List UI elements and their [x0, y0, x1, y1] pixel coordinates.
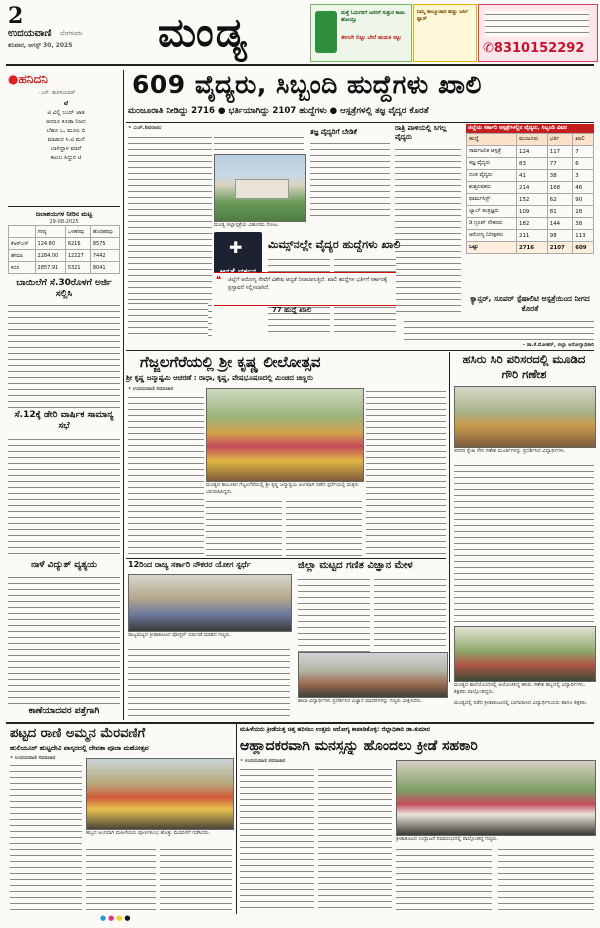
ad-text-2: ಈಗಲೇ ಬಿಟ್ಟು ಬೇರೆ ಹುಡುಕಿ ಕಟ್ಟು — [341, 35, 402, 41]
table-cell: 124 — [517, 146, 548, 158]
table-cell: ಲ್ಯಾಬ್ ತಂತ್ರಜ್ಞರು — [467, 206, 517, 218]
table-row — [9, 250, 120, 262]
science-photo — [298, 652, 448, 698]
table-cell: ಕೆಆರ್‌ಎಸ್ — [9, 238, 36, 250]
edition-label: ಬೆಂಗಳೂರು — [60, 30, 83, 37]
dot-icon: ● — [108, 914, 117, 922]
dot-icon: ● — [100, 914, 109, 922]
table-cell: 144 — [547, 218, 572, 230]
ad-banner-right — [478, 4, 598, 62]
divider — [8, 206, 120, 207]
bottom-left-body-3 — [160, 846, 232, 912]
quote-icon: ❝ — [216, 275, 222, 286]
table-row — [9, 262, 120, 274]
gowri-photo — [454, 386, 596, 448]
table-cell: 98 — [547, 230, 572, 242]
table-header-cell: ಮಂಜೂರು — [517, 134, 548, 146]
sports-headline: ಆಹ್ಲಾದಕರವಾಗಿ ಮನಸ್ಸನ್ನು ಹೊಂದಲು ಕ್ರೀಡೆ ಸಹಕಾರಿ — [240, 738, 478, 754]
bottom-left-body-2 — [86, 846, 156, 912]
table-cell: ತಜ್ಞ ವೈದ್ಯರು — [467, 158, 517, 170]
yoga-caption: ರಾಜ್ಯಮಟ್ಟದ ಕ್ರೀಡಾಕೂಟದ ಪೋಸ್ಟರ್ ಬಿಡುಗಡೆ ಮಾಡಿದ ಗಣ್ಯರು. — [128, 632, 232, 638]
table-cell: 609 — [573, 242, 594, 254]
sports-byline: • ಉದಯವಾಣಿ ಸಮಾಚಾರ — [240, 758, 286, 764]
main-rule — [126, 122, 594, 123]
table-cell: 2716 — [517, 242, 548, 254]
bottom-rule — [6, 722, 594, 724]
table-cell: 152 — [517, 194, 548, 206]
reservoir-table — [8, 225, 120, 274]
table-cell: 2107 — [547, 242, 572, 254]
paper-name: ಉದಯವಾಣಿ — [8, 28, 52, 39]
table-row — [467, 158, 594, 170]
table-cell: 90 — [573, 194, 594, 206]
ad-banner-left — [310, 4, 412, 62]
staff-table — [466, 133, 594, 254]
ad-banner-mid — [413, 4, 477, 62]
sidebar-head-1: ತಜ್ಞ ವೈದ್ಯರಿಗೆ ಬೇಡಿಕೆ — [310, 128, 357, 136]
table-cell: ಒಟ್ಟು — [467, 242, 517, 254]
festival-caption: ಮಂಡ್ಯದಲ್ಲಿ ನಡೆದ ಕ್ರೀಡಾಕೂಟದಲ್ಲಿ ಭಾಗವಹಿಸಿದ ವಿದ್ಯಾರ್ಥಿನಿಯರು ಹಾಗೂ ಶಿಕ್ಷಕರು. — [454, 700, 588, 706]
ad-phone-value: 8310152292 — [493, 41, 585, 56]
table-cell: 2857.91 — [35, 262, 65, 274]
page-number: 2 — [8, 3, 24, 29]
table-cell: 117 — [547, 146, 572, 158]
procession-photo — [86, 758, 234, 830]
staff-table-box — [466, 124, 594, 290]
sports-kicker: ಮಹಿಳೆಯರು ಕ್ರೀಡೆಯತ್ತ ಚಿತ್ತ ಹರಿಸಲು ಉತ್ತಮ ಆರೋಗ್ಯ ಕಾಪಾಡಿಕೊಳ್ಳಿ: ಜಿಲ್ಲಾಧಿಕಾರಿ ಡಾ.ಕುಮಾರ — [240, 726, 430, 733]
table-cell: 8575 — [90, 238, 119, 250]
table-cell: 7442 — [90, 250, 119, 262]
table-cell: 81 — [547, 206, 572, 218]
brief-body-2 — [8, 436, 120, 556]
brief-headline-2: ಸೆ.12ಕ್ಕೆ ಡೇರಿ ವಾರ್ಷಿಕ ಸಾಮಾನ್ಯ ಸಭೆ — [14, 410, 114, 431]
table-cell: ದಂತ ವೈದ್ಯರು — [467, 170, 517, 182]
sports-body-1 — [240, 766, 314, 912]
brief-headline-4: ಕಾಣೆಯಾದವರ ಪತ್ತೆಗಾಗಿ — [28, 706, 100, 716]
gowri-photo-2 — [454, 626, 596, 682]
brief-headline-1: ಬಾಯಿಲೆಗೆ ಸೆ.30ರೊಳಗೆ ಅರ್ಜಿ ಸಲ್ಲಿಸಿ — [16, 278, 112, 299]
yoga-headline: 12ರಿಂದ ರಾಜ್ಯ ಸರ್ಕಾರಿ ನೌಕರರ ಯೋಗ ಸ್ಪರ್ಧೆ — [128, 560, 251, 569]
honey-logo — [8, 72, 48, 87]
table-row — [9, 238, 120, 250]
brief-body-3 — [8, 574, 120, 704]
table-cell: 214 — [517, 182, 548, 194]
table-row — [467, 230, 594, 242]
gowri-caption-2: ಮಂಡ್ಯದ ಶಾಲೆಯೊಂದರಲ್ಲಿ ಆಯೋಜಿಸಿದ್ದ ಹಸಿರು ಗಣೇಶ ಹಬ್ಬದಲ್ಲಿ ವಿದ್ಯಾರ್ಥಿಗಳು, ಶಿಕ್ಷಕರು ಪಾಲ್ಗೊಂಡಿದ್ದರು. — [454, 682, 585, 695]
table-row — [467, 146, 594, 158]
table-cell: ಹೇಮಾ — [9, 250, 36, 262]
janmashtami-headline: ಗೆಜ್ಜಲಗೆರೆಯಲ್ಲಿ ಶ್ರೀ ಕೃಷ್ಣ ಲೀಲೋತ್ಸವ — [140, 353, 321, 371]
table-cell: 12227 — [65, 250, 90, 262]
dot-icon: ● — [124, 914, 133, 922]
main-byline: • ಎಚ್.ಶಿವರಾಜು — [128, 125, 162, 131]
section-headline: ಮಿಮ್ಸ್‌ನಲ್ಲೇ ವೈದ್ಯರ ಹುದ್ದೆಗಳು ಖಾಲಿ — [268, 238, 401, 251]
table-cell: 182 — [517, 218, 548, 230]
quote-text: ಜಿಲ್ಲೆಗೆ ಆರೋಗ್ಯ ಸೇವೆಗೆ ವಿಶೇಷ ಆದ್ಯತೆ ನೀಡಲಾಗುತ್ತಿದೆ. ಖಾಲಿ ಹುದ್ದೆಗಳ ಭರ್ತಿಗೆ ಸರ್ಕಾರಕ್ಕೆ ಪ್ರಸ್ತಾವನೆ ಸಲ್ಲಿಸಲಾಗಿದೆ. — [228, 277, 388, 291]
column-divider — [123, 70, 124, 720]
table-header-cell: ಒಳಹರಿವು — [65, 226, 90, 238]
table-cell: ಶುಶ್ರೂಷಕರು — [467, 182, 517, 194]
brief-body-1 — [8, 302, 120, 412]
table-cell: 124.80 — [35, 238, 65, 250]
drop-icon: ● — [8, 72, 19, 86]
table-cell: 28 — [573, 206, 594, 218]
main-subhead: ಮಂಜೂರಾತಿ ನೀಡಿದ್ದು 2716 ● ಭರ್ತಿಯಾಗಿದ್ದು 2107 ಹುದ್ದೆಗಳು ● ಆಸ್ಪತ್ರೆಗಳಲ್ಲಿ ತಜ್ಞ ವೈದ್ಯರ ಕೊರತೆ — [128, 106, 429, 116]
poem-line: ಬಾಳಿದ್ದಾಳ ಮಾನೆ — [50, 146, 82, 152]
yoga-photo — [128, 574, 292, 632]
district-title: ಮಂಡ್ಯ — [158, 10, 249, 56]
honey-poem — [16, 100, 116, 163]
table-cell: 38 — [547, 170, 572, 182]
gowri-body — [454, 462, 594, 622]
janmashtami-caption: ಮಂಡ್ಯದ ತಾಲೂಕಿನ ಗೆಜ್ಜಲಗೆರೆಯಲ್ಲಿ ಶ್ರೀ ಕೃಷ್ಣ ಜನ್ಮಾಷ್ಟಮಿ ಅಂಗವಾಗಿ ನಡೆದ ಸ್ಪರ್ಧೆಯಲ್ಲಿ ಮಕ್ಕಳು ಭಾಗವಹಿಸಿದ್ದರು. — [206, 482, 359, 495]
table-cell: 109 — [517, 206, 548, 218]
left-column — [8, 70, 120, 730]
table-cell: 46 — [573, 182, 594, 194]
column-divider — [449, 352, 450, 682]
sports-body-2 — [318, 766, 392, 912]
janmashtami-body-2 — [206, 498, 282, 556]
table-cell: 7 — [573, 146, 594, 158]
official-quote — [214, 272, 396, 306]
column-divider — [236, 724, 237, 914]
table-header-row — [467, 134, 594, 146]
table-cell: 62 — [547, 194, 572, 206]
table-header-cell: ಗರಿಷ್ಠ — [35, 226, 65, 238]
bottom-left-byline: • ಉದಯವಾಣಿ ಸಮಾಚಾರ — [10, 755, 56, 761]
janmashtami-body-1 — [128, 394, 204, 554]
table-row — [467, 182, 594, 194]
reservoir-box — [8, 210, 120, 274]
issue-date: ಶನಿವಾರ, ಆಗಸ್ಟ್ 30, 2025 — [8, 42, 73, 49]
table-cell: 38 — [573, 218, 594, 230]
poem-line: ಬೆಹೂ ಒ, ಮೂಲ ಬಿ — [46, 128, 86, 134]
main-headline: 609 ವೈದ್ಯರು, ಸಿಬ್ಬಂದಿ ಹುದ್ದೆಗಳು ಖಾಲಿ — [132, 70, 482, 99]
table-cell: 168 — [547, 182, 572, 194]
table-header-cell: ಹುದ್ದೆ — [467, 134, 517, 146]
masthead — [0, 0, 600, 70]
janmashtami-byline: • ಉದಯವಾಣಿ ಸಮಾಚಾರ — [128, 386, 174, 392]
table-cell: ಆರೋಗ್ಯ ನಿರೀಕ್ಷಕರು — [467, 230, 517, 242]
table-cell: 3 — [573, 170, 594, 182]
table-row — [467, 218, 594, 230]
table-header-row — [9, 226, 120, 238]
stat-callout: 77 ಹುದ್ದೆ ಖಾಲಿ — [272, 306, 312, 314]
ad-phone-number — [483, 41, 584, 56]
ad-fineprint — [485, 11, 589, 37]
table-cell: ಕಬಿನಿ — [9, 262, 36, 274]
table-cell: 8041 — [90, 262, 119, 274]
reservoir-title: ಜಲಾಶಯಗಳ ನೀರಿನ ಮಟ್ಟ — [35, 210, 93, 218]
masthead-rule — [6, 64, 594, 66]
table-cell: 5321 — [65, 262, 90, 274]
bottom-left-body-1 — [10, 762, 82, 912]
table-cell: 113 — [573, 230, 594, 242]
main-story-rule — [126, 350, 594, 351]
sports-caption: ಕ್ರೀಡಾಕೂಟದ ಉದ್ಘಾಟನೆ ಸಮಾರಂಭದಲ್ಲಿ ಪಾಲ್ಗೊಂಡಿದ್ದ ಗಣ್ಯರು. — [396, 836, 499, 842]
gowri-headline: ಹಸಿರು ಸಿರಿ ಪರಿಸರದಲ್ಲಿ ಮೂಡಿದ ಗೌರಿ ಗಣೇಶ — [462, 352, 586, 381]
table-cell: 41 — [517, 170, 548, 182]
cancer-hospital-headline: ಕ್ಯಾನ್ಸರ್, ಸೂಪರ್ ಸ್ಪೆಷಾಲಿಟಿ ಆಸ್ಪತ್ರೆಯಿಂದ ನೀಗದ ಕೊರತೆ — [470, 294, 590, 313]
sports-body-3 — [396, 846, 492, 912]
ad-text-1: ಮತ್ತೆ ಓದುಗರಿಗೆ ಜನರಿಗೆ ಸುತ್ತುರ ಕಾಣು ಹೋಯ್ತು — [341, 10, 405, 23]
sidebar-head-2: ರಾತ್ರಿ ಪಾಳಿಯಲ್ಲಿ ಸಿಗಲ್ಲ ವೈದ್ಯರು — [395, 124, 447, 141]
honey-logo-text: ಹನಿದನಿ — [18, 72, 48, 86]
staff-table-title: ಜಿಲ್ಲೆಯ ಸರ್ಕಾರಿ ಆಸ್ಪತ್ರೆಗಳಲ್ಲಿನ ವೈದ್ಯರು, ಸಿಬ್ಬಂದಿ ವಿವರ — [466, 124, 594, 133]
table-cell: ಸಾರ್ವಜನಿಕ ಆಸ್ಪತ್ರೆ — [467, 146, 517, 158]
table-header-cell: ಖಾಲಿ — [573, 134, 594, 146]
table-header-cell — [9, 226, 36, 238]
table-cell: ಡಿ ಗ್ರೂಪ್ ನೌಕರರು — [467, 218, 517, 230]
table-header-cell: ಭರ್ತಿ — [547, 134, 572, 146]
science-caption: ಶಾಲಾ ವಿದ್ಯಾರ್ಥಿಗಳು ಪ್ರದರ್ಶಿಸಿದ ವಿಜ್ಞಾನ ಮಾದರಿಗಳನ್ನು ಗಣ್ಯರು ವೀಕ್ಷಿಸಿದರು. — [298, 698, 423, 704]
sports-body-4 — [498, 846, 594, 912]
section-body-3 — [128, 300, 208, 338]
bottom-left-headline: ಪಟ್ಟದ ರಾಣಿ ಅಮ್ಮನ ಮೆರವಣಿಗೆ — [10, 726, 146, 741]
table-header-cell: ಹೊರಹರಿವು — [90, 226, 119, 238]
ad-text-3: ನಿಮ್ಮ ಕಾಲ್ಮೂಜಾದ ಹಣ್ಣು ಜರ್ನಿ ಫ್ಲಾರ್ — [417, 9, 468, 22]
hospital-photo — [214, 154, 306, 222]
dot-icon: ● — [116, 914, 125, 922]
janmashtami-body-3 — [286, 498, 362, 556]
sidebar-body-2 — [395, 146, 461, 316]
science-body-2 — [374, 576, 446, 650]
janmashtami-body-4 — [366, 388, 446, 554]
table-row — [467, 194, 594, 206]
table-cell: 6 — [573, 158, 594, 170]
table-cell: ಫಾರ್ಮಸಿಸ್ಟ್ — [467, 194, 517, 206]
table-cell: 6216 — [65, 238, 90, 250]
cancer-body — [404, 318, 594, 342]
poem-line: ಟೆ — [64, 101, 68, 107]
yoga-body — [128, 646, 290, 720]
sidebar-body-1 — [310, 140, 390, 220]
poem-line: ಮಾಡುದ ಸಿ.ಟಿ ಮನೆ — [47, 137, 85, 143]
procession-caption: ಹಬ್ಬದ ಅಂಗವಾಗಿ ಮಹಿಳೆಯರು ಪೂರ್ಣಕುಂಭ ಹೊತ್ತು ಮೆರವಣಿಗೆ ನಡೆಸಿದರು. — [86, 830, 211, 836]
phone-illustration — [315, 11, 337, 53]
poem-line: ಟಿ ವಿಲ್ಲಿ ಬಂದ್ ಜಾತ — [47, 110, 85, 116]
building-shape — [235, 179, 289, 199]
section-rule — [126, 558, 446, 559]
sports-photo — [396, 760, 596, 836]
table-row-total — [467, 242, 594, 254]
table-cell: 77 — [547, 158, 572, 170]
brief-headline-3: ನಾಳೆ ವಿದ್ಯುತ್ ವ್ಯತ್ಯಯ — [31, 560, 97, 570]
table-cell: 2284.00 — [35, 250, 65, 262]
quote-author: - ಡಾ.ಕೆ.ಮೋಹನ್, ಜಿಲ್ಲಾ ಆರೋಗ್ಯಾಧಿಕಾರಿ — [522, 342, 594, 348]
janmashtami-photo — [206, 388, 364, 482]
table-cell: 211 — [517, 230, 548, 242]
bottom-left-subhead: ಹುಲಿಯೂರ್ ಹುಟ್ಟದೇವಿ ಪಾಸ್ಕರದಲ್ಲಿ ದೇವತಾ ಪೂಜಾ ಮಹೋತ್ಸವ — [10, 744, 149, 752]
table-row — [467, 170, 594, 182]
hospital-icon: ✚ — [229, 238, 243, 257]
janmashtami-subhead: ಶ್ರೀ ಕೃಷ್ಣ ಜನ್ಮಾಷ್ಟಮಿ ಆಚರಣೆ : ರಾಧಾ, ಕೃಷ್ಣ, ವೇಷಭೂಷಣದಲ್ಲಿ ಮಿಂಚಿದ ಚಿಣ್ಣರು — [126, 374, 313, 382]
reservoir-date: 29-08-2025 — [49, 219, 79, 225]
science-headline: ಜಿಲ್ಲಾ ಮಟ್ಟದ ಗಣಿತ ವಿಜ್ಞಾನ ಮೇಳ — [298, 560, 413, 571]
table-cell: 83 — [517, 158, 548, 170]
poem-line: ಕಟುಬ ಸಿದ್ದುರ ಟಿ — [50, 155, 82, 161]
registration-marks — [100, 914, 500, 924]
table-row — [467, 206, 594, 218]
poem-line: ಆದರೂ ಕೂಡಾ ನಿಜದ — [46, 119, 86, 125]
honey-author: - ಎಸ್. ಹುರಿಗಿಯವರ್ — [38, 90, 76, 96]
hospital-photo-caption: ಮಂಡ್ಯ ಜಿಲ್ಲಾಸ್ಪತ್ರೆಯ ವಿಹಂಗಮ ನೋಟ. — [214, 222, 279, 228]
phone-icon: ✆ — [483, 41, 494, 56]
gowri-caption: ಪರಿಸರ ಸ್ನೇಹಿ ಗೌರಿ ಗಣೇಶ ಮೂರ್ತಿಗಳನ್ನು ಪ್ರದರ್ಶಿಸಿದ ವಿದ್ಯಾರ್ಥಿಗಳು. — [454, 448, 566, 454]
